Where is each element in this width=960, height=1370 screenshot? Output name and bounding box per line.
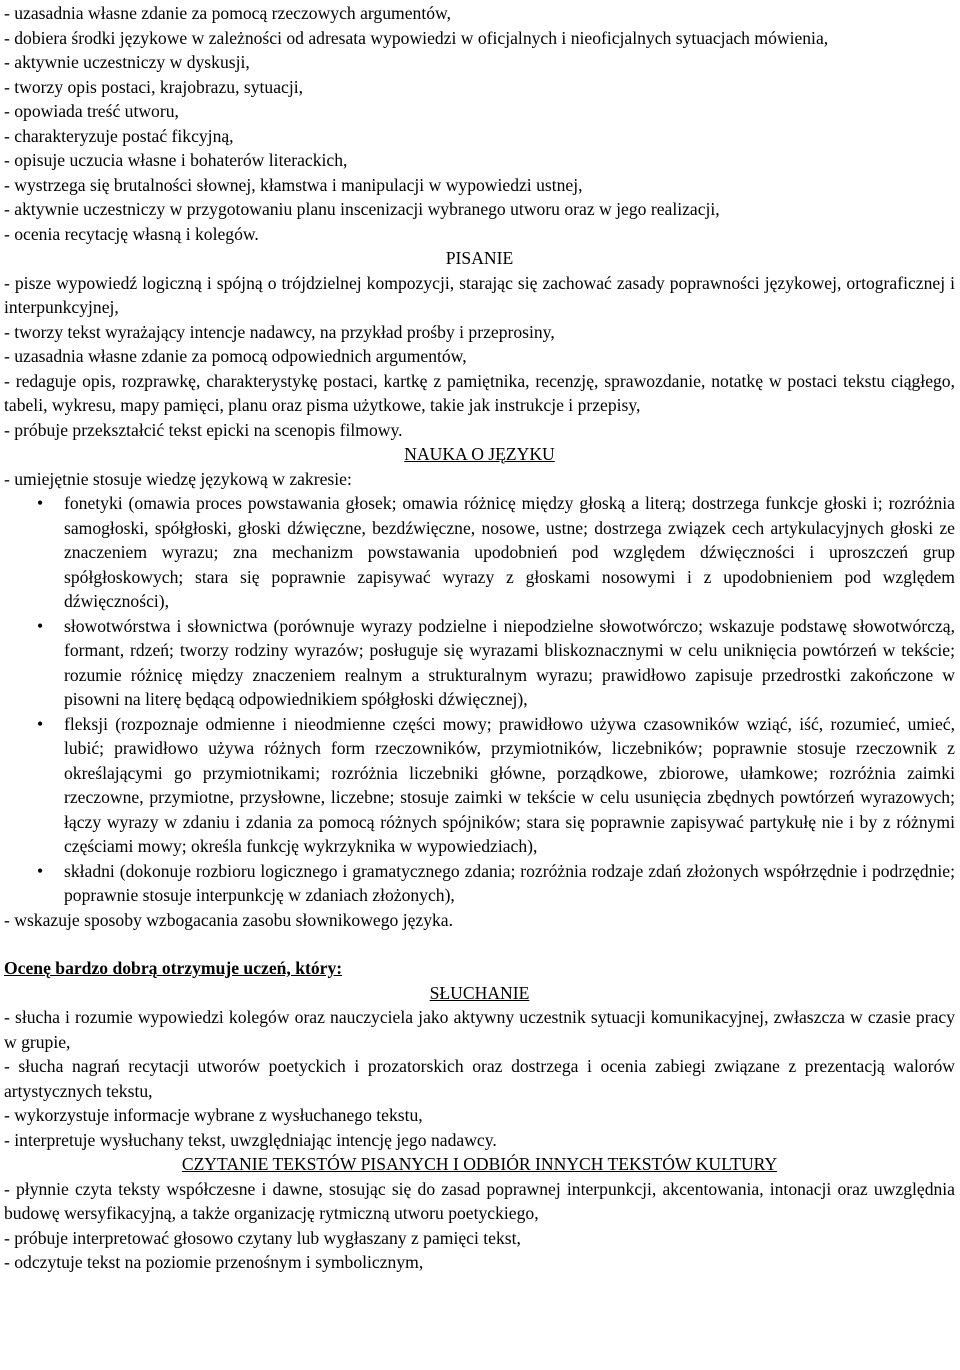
list-item: - wykorzystuje informacje wybrane z wysłuchanego tekstu,: [4, 1105, 423, 1125]
mowienie-continuation: [4, 1, 955, 246]
list-item: - tworzy tekst wyrażający intencje nadawcy, na przykład prośby i przeprosiny,: [4, 321, 555, 342]
grade-heading: Ocenę bardzo dobrą otrzymuje uczeń, który:: [4, 958, 343, 978]
sluchanie-section: [4, 981, 955, 1153]
list-item: - redaguje opis, rozprawkę, charakterystykę postaci, kartkę z pamiętnika, recenzję, sprawozdanie, notatkę w postaci tekstu ciągłego, tabeli, wykresu, mapy pamięci, planu oraz pisma użytkowe, takie jak instrukcje i przepisy,: [4, 370, 955, 415]
nauka-section: [4, 442, 955, 932]
bullet-item-fleksja: [4, 712, 955, 859]
bullet-text: słowotwórstwa i słownictwa (porównuje wyrazy podzielne i niepodzielne słowotwórczo; wskazuje podstawę słowotwórczą, formant, rdzeń; tworzy rodziny wyrazów; posługuje się wyrazami bliskoznacznymi w celu uniknięcia powtórzeń w tekście; rozumie różnicę między znaczeniem realnym a strukturalnym wyrazu; prawidłowo zapisuje przedrostki zakończone w pisowni na literę będącą odpowiednikiem spółgłoski dźwięcznej),: [64, 615, 955, 709]
section-heading-pisanie: PISANIE: [445, 248, 514, 268]
list-item: - aktywnie uczestniczy w dyskusji,: [4, 52, 250, 72]
list-item: - charakteryzuje postać fikcyjną,: [4, 125, 234, 146]
bullet-icon: •: [37, 860, 44, 881]
section-heading-czytanie: CZYTANIE TEKSTÓW PISANYCH I ODBIÓR INNYCH TEKSTÓW KULTURY: [181, 1154, 778, 1174]
bullet-text: fleksji (rozpoznaje odmienne i nieodmienne części mowy; prawidłowo używa czasowników wziąć, iść, rozumieć, umieć, lubić; prawidłowo używa różnych form rzeczowników, przymiotników, liczebników; poprawnie stosuje rzeczownik z określającymi go przymiotnikami; rozróżnia liczebniki główne, porządkowe, zbiorowe, ułamkowe; rozróżnia zaimki rzeczowne, przymiotne, przysłowne, liczebne; stosuje zaimki w tekście w celu usunięcia zbędnych powtórzeń wyrazowych; łączy wyrazy w zdaniu i zdania za pomocą różnych spójników; stara się poprawnie zapisywać partykułę nie i by z różnymi częściami mowy; określa funkcję wykrzyknika w wypowiedziach),: [64, 713, 955, 856]
czytanie-section: [4, 1152, 955, 1275]
pisanie-section: [4, 246, 955, 442]
list-item: - słucha i rozumie wypowiedzi kolegów oraz nauczyciela jako aktywny uczestnik sytuacji komunikacyjnej, zwłaszcza w czasie pracy w grupie,: [4, 1007, 955, 1052]
section-heading-nauka: NAUKA O JĘZYKU: [404, 444, 555, 464]
blank-line: [4, 932, 955, 956]
list-item: - płynnie czyta teksty współczesne i dawne, stosując się do zasad poprawnej interpunkcji, akcentowania, intonacji oraz uwzględnia budowę wersyfikacyjną, a także organizację rytmiczną utworu poetyckiego,: [4, 1178, 955, 1223]
nauka-intro: - umiejętnie stosuje wiedzę językową w zakresie:: [4, 468, 352, 489]
bullet-icon: •: [37, 493, 44, 513]
list-item: - aktywnie uczestniczy w przygotowaniu planu inscenizacji wybranego utworu oraz w jego realizacji,: [4, 199, 720, 219]
list-item: - wystrzega się brutalności słownej, kłamstwa i manipulacji w wypowiedzi ustnej,: [4, 174, 583, 195]
bullet-item-fonetyka: [4, 491, 955, 614]
bullet-item-skladnia: [4, 859, 955, 908]
list-item: - odczytuje tekst na poziomie przenośnym i symbolicznym,: [4, 1252, 424, 1272]
list-item: - opisuje uczucia własne i bohaterów literackich,: [4, 150, 348, 170]
bullet-icon: •: [37, 713, 44, 734]
list-item: - słucha nagrań recytacji utworów poetyckich i prozatorskich oraz dostrzega i ocenia zabiegi związane z prezentacją walorów artystycznych tekstu,: [4, 1056, 955, 1101]
list-item: - tworzy opis postaci, krajobrazu, sytuacji,: [4, 76, 304, 97]
list-item: - dobiera środki językowe w zależności od adresata wypowiedzi w oficjalnych i nieoficjalnych sytuacjach mówienia,: [4, 27, 829, 48]
list-item: - pisze wypowiedź logiczną i spójną o trójdzielnej kompozycji, starając się zachować zasady poprawności językowej, ortograficznej i interpunkcyjnej,: [4, 272, 955, 317]
list-item: - interpretuje wysłuchany tekst, uwzględniając intencję jego nadawcy.: [4, 1129, 497, 1150]
list-item: - próbuje przekształcić tekst epicki na scenopis filmowy.: [4, 419, 403, 440]
bullet-item-slowotworstwo: [4, 614, 955, 712]
bullet-text: fonetyki (omawia proces powstawania głosek; omawia różnicę między głoską a literą; dostrzega funkcje głoski i; rozróżnia samogłoski, spółgłoski, głoski dźwięczne, bezdźwięczne, nosowe, ustne; dostrzega związek cech artykulacyjnych głoski ze znaczeniem wyrazu; zna mechanizm powstawania upodobnień pod względem dźwięczności i uproszczeń grup spółgłoskowych; stara się poprawnie zapisywać wyrazy z głoskami nosowymi i z upodobnieniem pod względem dźwięczności),: [64, 493, 955, 611]
section-heading-sluchanie: SŁUCHANIE: [429, 982, 530, 1003]
list-item: - uzasadnia własne zdanie za pomocą odpowiednich argumentów,: [4, 346, 467, 366]
list-item: - uzasadnia własne zdanie za pomocą rzeczowych argumentów,: [4, 3, 451, 23]
list-item: - opowiada treść utworu,: [4, 101, 179, 121]
list-item: - próbuje interpretować głosowo czytany lub wygłaszany z pamięci tekst,: [4, 1227, 521, 1248]
nauka-outro: - wskazuje sposoby wzbogacania zasobu słownikowego języka.: [4, 909, 454, 930]
bullet-text: składni (dokonuje rozbioru logicznego i gramatycznego zdania; rozróżnia rodzaje zdań złożonych współrzędnie i podrzędnie; poprawnie stosuje interpunkcję w zdaniach złożonych),: [64, 860, 955, 905]
bullet-icon: •: [37, 615, 44, 636]
list-item: - ocenia recytację własną i kolegów.: [4, 223, 259, 244]
nauka-bullet-list: [4, 491, 955, 908]
